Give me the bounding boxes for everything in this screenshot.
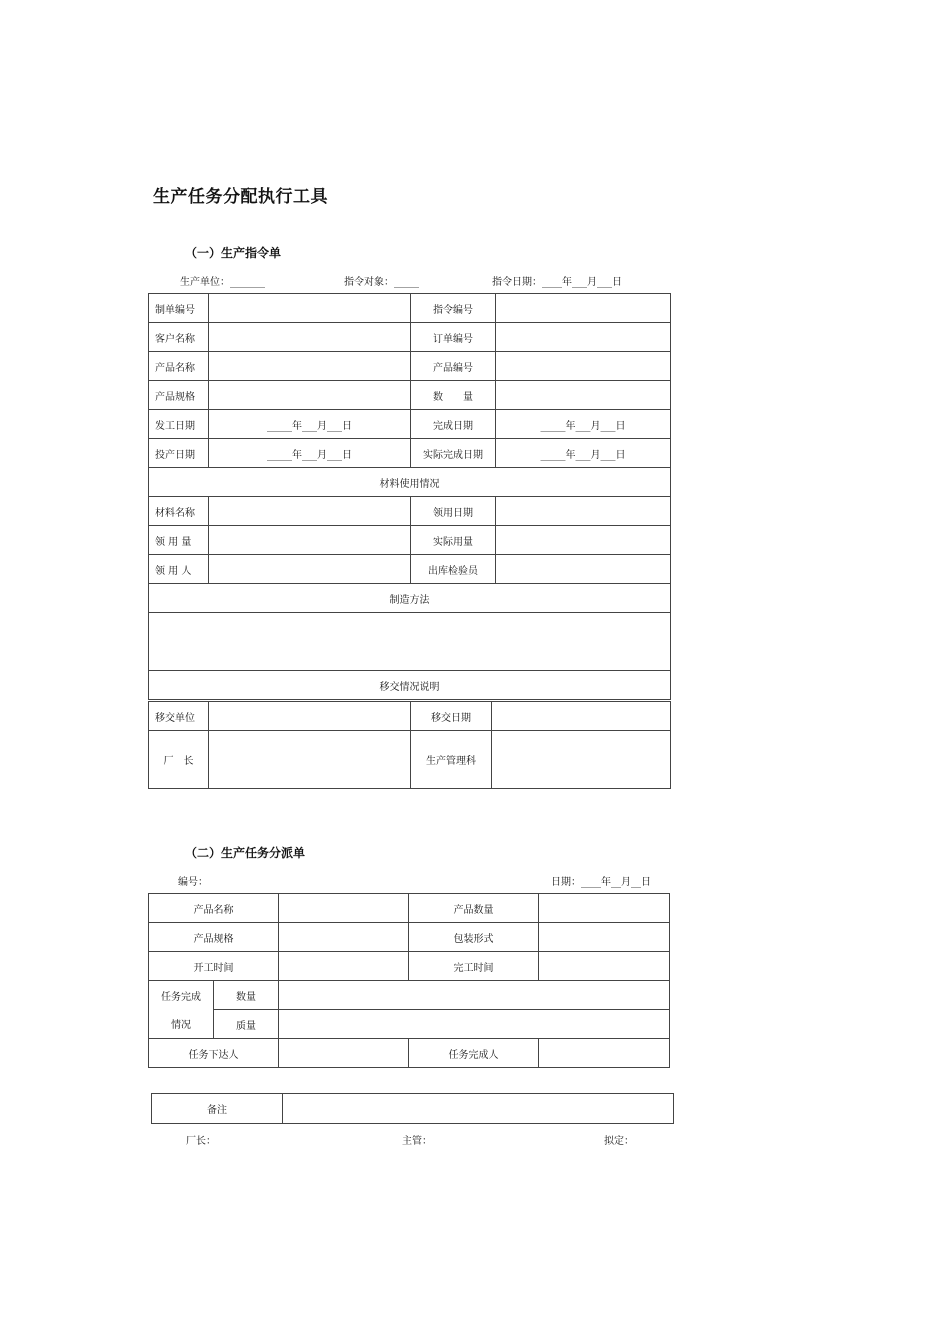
field-product-name[interactable]	[209, 352, 411, 381]
label-transfer-unit: 移交单位	[149, 702, 209, 731]
section-heading-dispatch: （二）生产任务分派单	[185, 846, 306, 860]
label-d-product-qty: 产品数量	[409, 894, 539, 923]
field-prod-mgmt[interactable]	[492, 731, 671, 789]
transfer-section-header: 移交情况说明	[149, 671, 671, 700]
label-d-spec: 产品规格	[149, 923, 279, 952]
field-d-quantity[interactable]	[279, 981, 670, 1010]
field-start-date[interactable]: _____年___月___日	[209, 439, 411, 468]
meta-dispatch-no: 编号：	[178, 877, 208, 888]
meta-target: 指令对象：_____	[344, 277, 419, 288]
material-section-header: 材料使用情况	[149, 468, 671, 497]
label-purchase-no: 订单编号	[411, 323, 496, 352]
meta-order-date: 指令日期：____年___月___日	[492, 277, 622, 288]
field-spec[interactable]	[209, 381, 411, 410]
method-section-header: 制造方法	[149, 584, 671, 613]
label-order-no: 指令编号	[411, 294, 496, 323]
production-order-table	[148, 293, 671, 700]
field-d-product-qty[interactable]	[539, 894, 670, 923]
sign-drafter: 拟定：	[604, 1136, 634, 1147]
sign-factory-head: 厂长：	[186, 1136, 216, 1147]
field-purchase-no[interactable]	[496, 323, 671, 352]
field-receive-date[interactable]	[496, 497, 671, 526]
field-transfer-unit[interactable]	[209, 702, 411, 731]
label-actual-finish: 实际完成日期	[411, 439, 496, 468]
page-title: 生产任务分配执行工具	[153, 187, 328, 207]
field-inspector[interactable]	[496, 555, 671, 584]
label-actual-qty: 实际用量	[411, 526, 496, 555]
remark-table	[151, 1093, 674, 1124]
label-customer: 客户名称	[149, 323, 209, 352]
label-d-end-time: 完工时间	[409, 952, 539, 981]
field-receiver[interactable]	[209, 555, 411, 584]
field-order-no[interactable]	[496, 294, 671, 323]
sign-supervisor: 主管：	[402, 1136, 432, 1147]
section-heading-order: （一）生产指令单	[185, 246, 282, 260]
label-remark: 备注	[152, 1094, 283, 1124]
label-issue-date: 发工日期	[149, 410, 209, 439]
label-prod-mgmt: 生产管理科	[411, 731, 492, 789]
dispatch-table	[148, 893, 670, 1068]
label-d-packaging: 包装形式	[409, 923, 539, 952]
field-finish-date[interactable]: _____年___月___日	[496, 410, 671, 439]
field-doc-no[interactable]	[209, 294, 411, 323]
field-method[interactable]	[149, 613, 671, 671]
label-d-completer: 任务完成人	[409, 1039, 539, 1068]
field-material-name[interactable]	[209, 497, 411, 526]
label-d-start-time: 开工时间	[149, 952, 279, 981]
field-d-start-time[interactable]	[279, 952, 409, 981]
label-finish-date: 完成日期	[411, 410, 496, 439]
label-factory-head: 厂 长	[149, 731, 209, 789]
meta-dispatch-date: 日期：____年__月__日	[551, 877, 651, 888]
field-transfer-date[interactable]	[492, 702, 671, 731]
field-d-end-time[interactable]	[539, 952, 670, 981]
field-customer[interactable]	[209, 323, 411, 352]
label-task-completion-bottom: 情况	[149, 1010, 214, 1039]
label-d-quantity: 数量	[214, 981, 279, 1010]
field-actual-qty[interactable]	[496, 526, 671, 555]
field-issue-date[interactable]: _____年___月___日	[209, 410, 411, 439]
label-d-assigner: 任务下达人	[149, 1039, 279, 1068]
field-d-assigner[interactable]	[279, 1039, 409, 1068]
label-product-no: 产品编号	[411, 352, 496, 381]
field-d-packaging[interactable]	[539, 923, 670, 952]
label-spec: 产品规格	[149, 381, 209, 410]
label-transfer-date: 移交日期	[411, 702, 492, 731]
field-d-spec[interactable]	[279, 923, 409, 952]
transfer-table	[148, 701, 671, 789]
field-d-completer[interactable]	[539, 1039, 670, 1068]
field-d-quality[interactable]	[279, 1010, 670, 1039]
field-product-no[interactable]	[496, 352, 671, 381]
field-actual-finish[interactable]: _____年___月___日	[496, 439, 671, 468]
field-receive-qty[interactable]	[209, 526, 411, 555]
field-factory-head[interactable]	[209, 731, 411, 789]
field-qty[interactable]	[496, 381, 671, 410]
field-d-product-name[interactable]	[279, 894, 409, 923]
label-start-date: 投产日期	[149, 439, 209, 468]
label-receive-qty: 领 用 量	[149, 526, 209, 555]
label-inspector: 出库检验员	[411, 555, 496, 584]
label-receive-date: 领用日期	[411, 497, 496, 526]
label-qty: 数 量	[411, 381, 496, 410]
field-remark[interactable]	[283, 1094, 674, 1124]
label-material-name: 材料名称	[149, 497, 209, 526]
label-d-product-name: 产品名称	[149, 894, 279, 923]
meta-unit: 生产单位：_______	[180, 277, 265, 288]
label-d-quality: 质量	[214, 1010, 279, 1039]
label-product-name: 产品名称	[149, 352, 209, 381]
label-receiver: 领 用 人	[149, 555, 209, 584]
label-doc-no: 制单编号	[149, 294, 209, 323]
label-task-completion-top: 任务完成	[149, 981, 214, 1010]
